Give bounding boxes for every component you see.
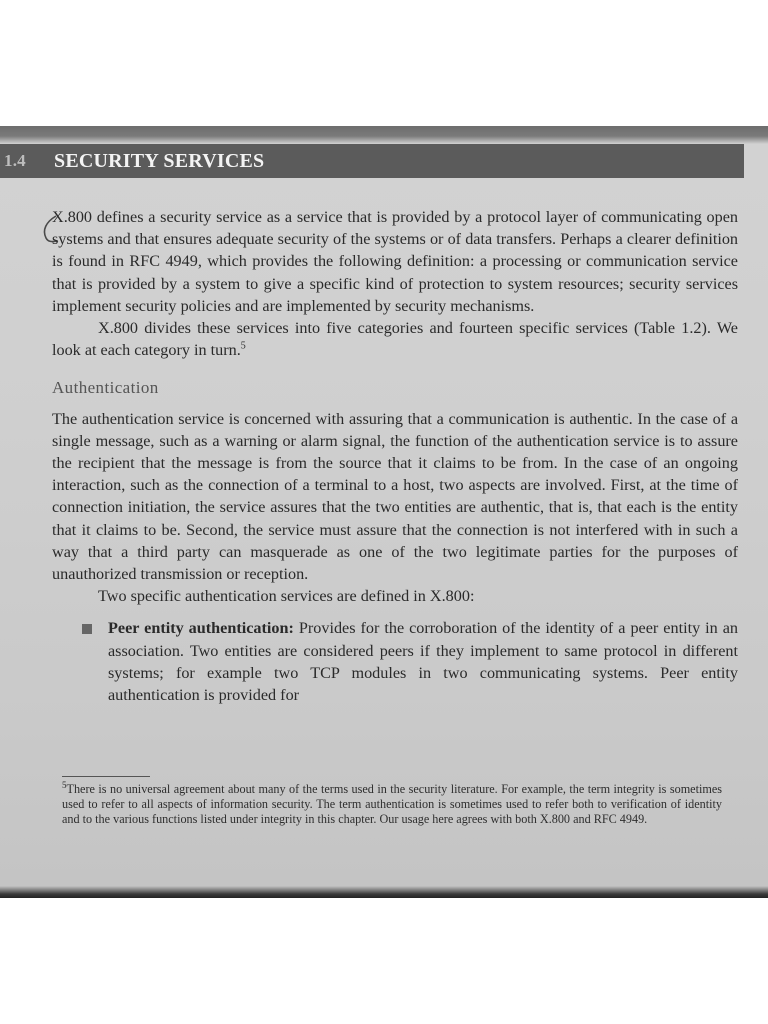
bullet-text <box>108 617 738 706</box>
footnote-rule <box>62 776 150 777</box>
categories-paragraph-text: X.800 divides these services into five categories and fourteen specific services (Table 1.2). We look at each category in turn. <box>52 319 738 360</box>
footnote-reference: 5 <box>240 340 246 352</box>
section-number: 1.4 <box>4 151 26 170</box>
authentication-paragraph: The authentication service is concerned with assuring that a communication is authentic. In the case of a single message, such as a warning or alarm signal, the function of the authentication service is to assure the recipient that the message is from the source that it claims to be from. In the case of an ongoing interaction, such as the connection of a terminal to a host, two aspects are involved. First, at the time of connection initiation, the service assures that the two entities are authentic, that is, that each is the entity that it claims to be. Second, the service must assure that the connection is not interfered with in such a way that a third party can masquerade as one of the two legitimate parties for the purposes of unauthorized transmission or reception. <box>52 409 738 584</box>
intro-paragraph: X.800 defines a security service as a service that is provided by a protocol layer of communicating open systems and that ensures adequate security of the systems or of data transfers. Perhaps a clearer definition is found in RFC 4949, which provides the following definition: a processing or communication service that is provided by a system to give a specific kind of protection to system resources; security services implement security policies and are implemented by security mechanisms. <box>52 208 738 315</box>
subsection-heading: Authentication <box>52 378 159 398</box>
footnote <box>62 779 722 827</box>
bullet-term: Peer entity authentication: <box>108 619 294 638</box>
book-page-photo <box>0 126 768 898</box>
section-title: SECURITY SERVICES <box>54 149 265 172</box>
authentication-services-intro: Two specific authentication services are defined in X.800: <box>98 587 475 606</box>
footnote-text: There is no universal agreement about many of the terms used in the security literature. For example, the term integrity is sometimes used to refer to all aspects of information security. The term authentication is sometimes used to refer both to verification of identity and to the various functions listed under integrity in this chapter. Our usage here agrees with both X.800 and RFC 4949. <box>62 782 722 826</box>
page-body <box>52 206 738 706</box>
footnote-number: 5 <box>62 779 67 790</box>
bullet-item-peer-entity <box>52 617 738 706</box>
square-bullet-icon <box>82 624 92 634</box>
section-header-bar <box>0 144 744 178</box>
bullet-description: Provides for the corroboration of the identity of a peer entity in an association. Two entities are considered peers if they implement to same protocol in different systems; for example two TCP modules in two communicating systems. Peer entity authentication is provided for <box>108 619 738 705</box>
categories-paragraph <box>52 317 738 361</box>
